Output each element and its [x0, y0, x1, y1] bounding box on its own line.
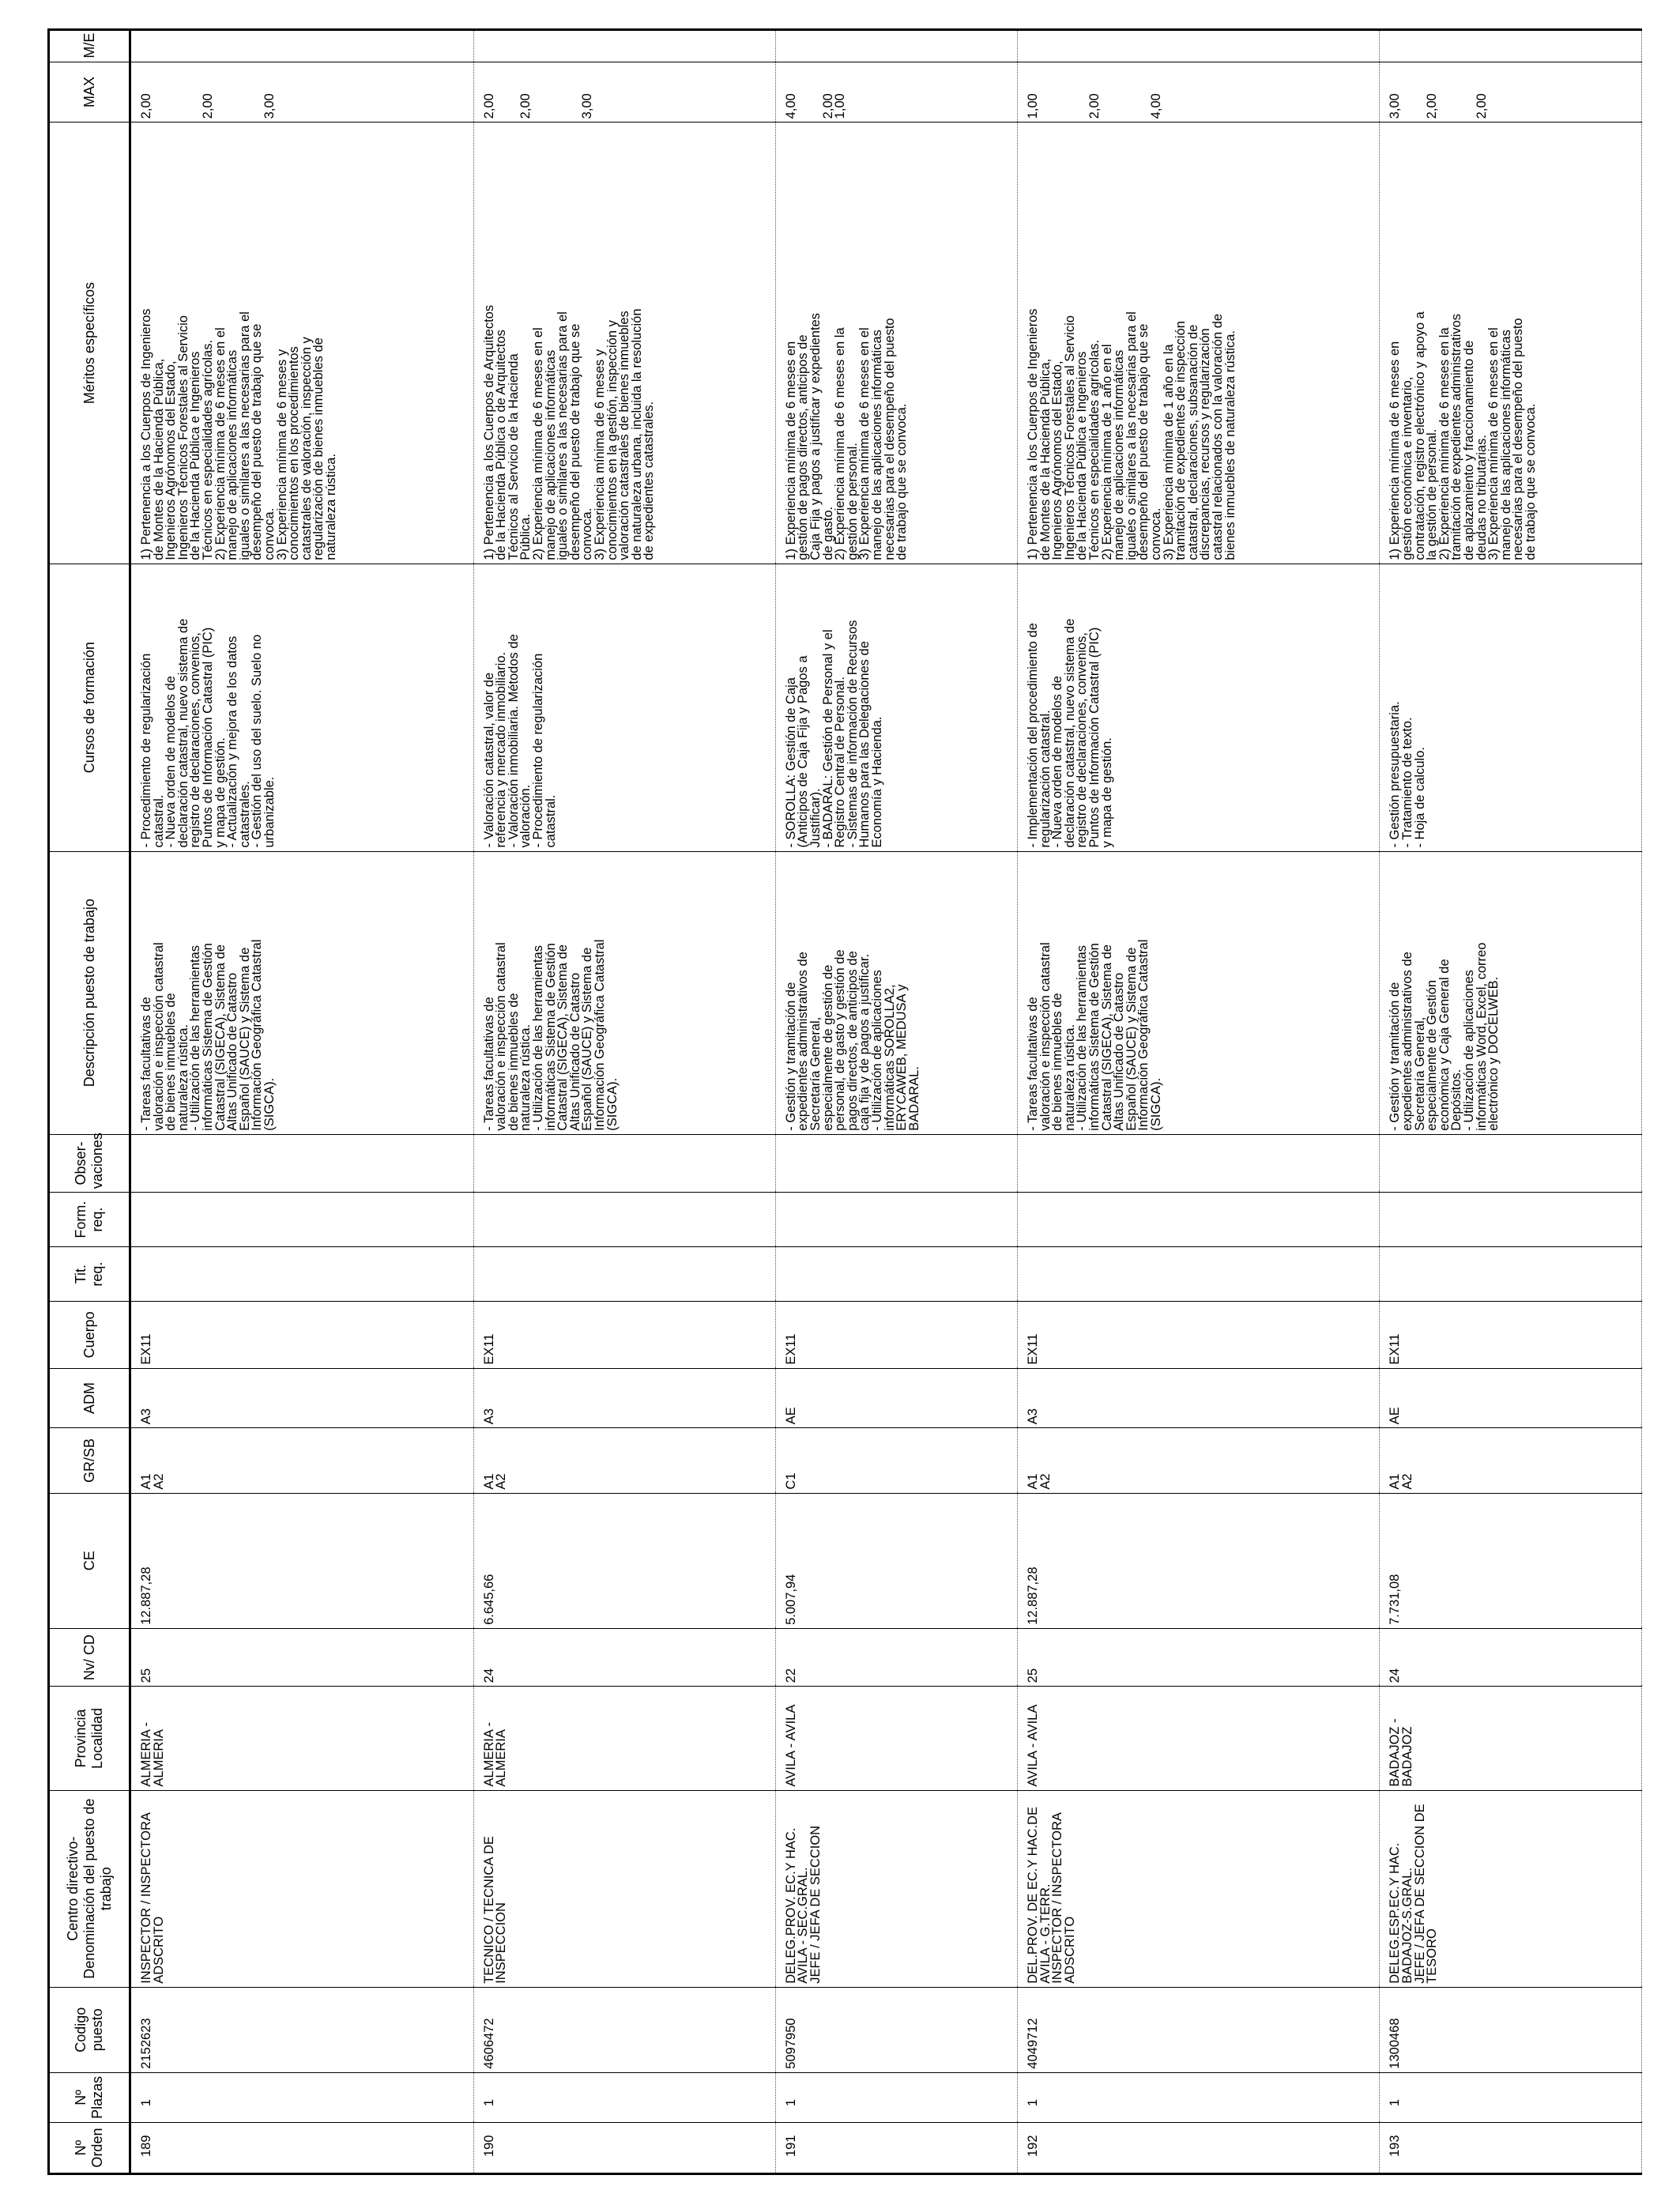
header-codigo: Codigo puesto: [50, 1987, 130, 2072]
cell-provincia: ALMERIA - ALMERIA: [130, 1687, 474, 1790]
table-row: [473, 31, 775, 2173]
cell-descripcion: - Tareas facultativas de valoración e inspección catastral de bienes inmuebles de naturaleza rústica. - Utilización de las herramientas informáticas Sistema de Gestión Catastral (SIGECA), Sistema de Altas Unificado de Catastro Español (SAUCE) y Sistema de Información Geográfica Catastral (SIGCA).: [130, 851, 474, 1134]
cell-cursos: - Procedimiento de regularización catastral. - Nueva orden de modelos de declaración catastral, nuevo sistema de registro de declaraciones, convenios, Puntos de Información Catastral (PIC) y mapa de gestión. - Actualización y mejora de los datos catastrales. - Gestión del uso del suelo. Suelo no urbanizable.: [130, 564, 474, 851]
cell-formacion: [1018, 1193, 1380, 1247]
cell-descripcion: - Gestión y tramitación de expedientes administrativos de Secretaría General, especialmente de gestión de personal, de gasto y gestión de pagos directos, de anticipos de caja fija y de pagos a justificar. - Utilización de aplicaciones informáticas SOROLLA2, ERYCAWEB, MEDUSA y BADARAL.: [775, 851, 1017, 1134]
cell-meritos: 1) Pertenencia a los Cuerpos de Ingenieros de Montes de la Hacienda Pública, Ingenieros Agrónomos del Estado, Ingenieros Técnicos Forestales al Servicio de la Hacienda Pública e Ingenieros Técnicos en especialidades agrícolas. 2) Experiencia mínima de 1 año en el manejo de aplicaciones informáticas iguales o similares a las necesarias para el desempeño del puesto de trabajo que se convoca. 3) Experiencia mínima de 1 año en la tramitación de expedientes de inspección catastral, declaraciones, subsanación de discrepancias, recursos y regularización catastral relacionados con la valoración de bienes inmuebles de naturaleza rústica.: [1018, 123, 1380, 564]
header-titulacion: Tit. req.: [50, 1247, 130, 1302]
header-me: M/E: [50, 31, 130, 62]
cell-formacion: [473, 1193, 775, 1247]
cell-codigo: 1300468: [1380, 1987, 1642, 2072]
cell-cursos: - Gestión presupuestaria. - Tratamiento de texto. - Hoja de calculo.: [1380, 564, 1642, 851]
cell-plazas: 1: [1380, 2072, 1642, 2122]
header-row: [50, 31, 130, 2173]
cell-cursos: - SOROLLA: Gestión de Caja (Anticipos de Caja Fija y Pagos a Justificar). - BADARAL: Gestión de Personal y el Registro Central de Personal. - Sistemas de información de Recursos Humanos para las Delegaciones de Economía y Hacienda.: [775, 564, 1017, 851]
cell-formacion: [130, 1193, 474, 1247]
cell-centro: INSPECTOR / INSPECTORA ADSCRITO: [130, 1790, 474, 1987]
cell-me: [1380, 31, 1642, 62]
cell-me: [473, 31, 775, 62]
header-ce: CE: [50, 1493, 130, 1628]
cell-nivel: 25: [1018, 1628, 1380, 1686]
cell-cuerpo: EX11: [473, 1302, 775, 1369]
cell-nivel: 25: [130, 1628, 474, 1686]
header-descripcion: Descripción puesto de trabajo: [50, 851, 130, 1134]
cell-cuerpo: EX11: [1018, 1302, 1380, 1369]
cell-titulacion: [1380, 1247, 1642, 1302]
cell-formacion: [775, 1193, 1017, 1247]
cell-orden: 189: [130, 2123, 474, 2173]
cell-cuerpo: EX11: [775, 1302, 1017, 1369]
cell-cuerpo: EX11: [1380, 1302, 1642, 1369]
header-observaciones: Obser- vaciones: [50, 1134, 130, 1192]
cell-max: 1,00 2,00 4,00: [1018, 62, 1380, 123]
cell-grupo: A1 A2: [1018, 1428, 1380, 1493]
cell-titulacion: [775, 1247, 1017, 1302]
header-grupo: GR/SB: [50, 1428, 130, 1493]
cell-centro: DEL.PROV. DE EC.Y HAC.DE AVILA - G.TERR. INSPECTOR / INSPECTORA ADSCRITO: [1018, 1790, 1380, 1987]
cell-ce: 5.007,94: [775, 1493, 1017, 1628]
cell-descripcion: - Tareas facultativas de valoración e inspección catastral de bienes inmuebles de naturaleza rústica. - Utilización de las herramientas informáticas Sistema de Gestión Catastral (SIGECA), Sistema de Altas Unificado de Catastro Español (SAUCE) y Sistema de Información Geográfica Catastral (SIGCA).: [1018, 851, 1380, 1134]
cell-nivel: 22: [775, 1628, 1017, 1686]
header-meritos: Méritos específicos: [50, 123, 130, 564]
cell-me: [1018, 31, 1380, 62]
cell-meritos: 1) Pertenencia a los Cuerpos de Ingenieros de Montes de la Hacienda Pública, Ingenieros Agrónomos del Estado, Ingenieros Técnicos Forestales al Servicio de la Hacienda Pública e Ingenieros Técnicos en especialidades agrícolas. 2) Experiencia mínima de 6 meses en el manejo de aplicaciones informáticas iguales o similares a las necesarias para el desempeño del puesto de trabajo que se convoca. 3) Experiencia mínima de 6 meses y conocimientos en los procedimientos catastrales de valoración, inspección y regularización de bienes inmuebles de naturaleza rústica.: [130, 123, 474, 564]
header-max: MAX: [50, 62, 130, 123]
cell-centro: DELEG.ESP.EC.Y HAC. BADAJOZ-S.GRAL. JEFE / JEFA DE SECCION DE TESORO: [1380, 1790, 1642, 1987]
table-frame: [47, 28, 1642, 2175]
cell-formacion: [1380, 1193, 1642, 1247]
cell-plazas: 1: [130, 2072, 474, 2122]
cell-codigo: 4049712: [1018, 1987, 1380, 2072]
cell-max: 2,00 2,00 3,00: [130, 62, 474, 123]
table-row: [1018, 31, 1380, 2173]
cell-adm: AE: [1380, 1368, 1642, 1428]
cell-plazas: 1: [473, 2072, 775, 2122]
cell-provincia: ALMERIA - ALMERIA: [473, 1687, 775, 1790]
cell-codigo: 2152623: [130, 1987, 474, 2072]
cell-nivel: 24: [1380, 1628, 1642, 1686]
header-adm: ADM: [50, 1368, 130, 1428]
cell-ce: 12.887,28: [1018, 1493, 1380, 1628]
cell-titulacion: [473, 1247, 775, 1302]
header-cuerpo: Cuerpo: [50, 1302, 130, 1369]
cell-codigo: 5097950: [775, 1987, 1017, 2072]
cell-meritos: 1) Experiencia mínima de 6 meses en gestión económica e inventario, contratación, registro electrónico y apoyo a la gestión de personal. 2) Experiencia mínima de 6 meses en la tramitación de expedientes administrativos de aplazamiento y fraccionamiento de deudas no tributarias. 3) Experiencia mínima de 6 meses en el manejo de las aplicaciones informáticas necesarias para el desempeño del puesto de trabajo que se convoca.: [1380, 123, 1642, 564]
cell-cursos: - Implementación del procedimiento de regularización catastral. - Nueva orden de modelos de declaración catastral, nuevo sistema de registro de declaraciones, convenios, Puntos de Información Catastral (PIC) y mapa de gestión.: [1018, 564, 1380, 851]
cell-max: 3,00 2,00 2,00: [1380, 62, 1642, 123]
cell-titulacion: [130, 1247, 474, 1302]
cell-plazas: 1: [775, 2072, 1017, 2122]
cell-ce: 6.645,66: [473, 1493, 775, 1628]
cell-descripcion: - Tareas facultativas de valoración e inspección catastral de bienes inmuebles de naturaleza rústica. - Utilización de las herramientas informáticas Sistema de Gestión Catastral (SIGECA), Sistema de Altas Unificado de Catastro Español (SAUCE) y Sistema de Información Geográfica Catastral (SIGCA).: [473, 851, 775, 1134]
cell-grupo: A1 A2: [1380, 1428, 1642, 1493]
cell-orden: 190: [473, 2123, 775, 2173]
cell-adm: A3: [1018, 1368, 1380, 1428]
header-cursos: Cursos de formación: [50, 564, 130, 851]
cell-centro: DELEG.PROV. EC.Y HAC. AVILA - SEC.GRAL. JEFE / JEFA DE SECCION: [775, 1790, 1017, 1987]
cell-grupo: C1: [775, 1428, 1017, 1493]
cell-max: 2,00 2,00 3,00: [473, 62, 775, 123]
cell-cuerpo: EX11: [130, 1302, 474, 1369]
header-formacion: Form. req.: [50, 1193, 130, 1247]
cell-provincia: AVILA - AVILA: [1018, 1687, 1380, 1790]
cell-descripcion: - Gestión y tramitación de expedientes administrativos de Secretaría General, especialmente de Gestión económica y Caja General de Depósitos. - Utilización de aplicaciones informáticas Word, Excel, correo electrónico y DOCELWEB.: [1380, 851, 1642, 1134]
cell-nivel: 24: [473, 1628, 775, 1686]
cell-observaciones: [130, 1134, 474, 1192]
cell-adm: A3: [130, 1368, 474, 1428]
cell-provincia: BADAJOZ - BADAJOZ: [1380, 1687, 1642, 1790]
cell-provincia: AVILA - AVILA: [775, 1687, 1017, 1790]
cell-observaciones: [775, 1134, 1017, 1192]
table-row: [130, 31, 474, 2173]
cell-adm: AE: [775, 1368, 1017, 1428]
cell-plazas: 1: [1018, 2072, 1380, 2122]
cell-codigo: 4606472: [473, 1987, 775, 2072]
cell-grupo: A1 A2: [130, 1428, 474, 1493]
cell-max: 4,00 2,00 1,00: [775, 62, 1017, 123]
header-centro: Centro directivo- Denominación del puesto de trabajo: [50, 1790, 130, 1987]
cell-me: [775, 31, 1017, 62]
header-provincia: Provincia Localidad: [50, 1687, 130, 1790]
cell-observaciones: [1018, 1134, 1380, 1192]
cell-cursos: - Valoración catastral, valor de referencia y mercado inmobiliario. - Valoración inmobiliaria. Métodos de valoración. - Procedimiento de regularización catastral.: [473, 564, 775, 851]
cell-grupo: A1 A2: [473, 1428, 775, 1493]
cell-orden: 192: [1018, 2123, 1380, 2173]
table-row: [775, 31, 1017, 2173]
cell-orden: 191: [775, 2123, 1017, 2173]
cell-ce: 12.887,28: [130, 1493, 474, 1628]
cell-centro: TECNICO / TECNICA DE INSPECCION: [473, 1790, 775, 1987]
cell-orden: 193: [1380, 2123, 1642, 2173]
cell-adm: A3: [473, 1368, 775, 1428]
cell-me: [130, 31, 474, 62]
header-orden: Nº Orden: [50, 2123, 130, 2173]
table-row: [1380, 31, 1642, 2173]
cell-observaciones: [1380, 1134, 1642, 1192]
cell-meritos: 1) Experiencia mínima de 6 meses en gestión de pagos directos, anticipos de Caja Fija y pagos a justificar y expedientes de gasto. 2) Experiencia mínima de 6 meses en la gestión de personal. 3) Experiencia mínima de 6 meses en el manejo de las aplicaciones informáticas necesarias para el desempeño del puesto de trabajo que se convoca.: [775, 123, 1017, 564]
header-plazas: Nº Plazas: [50, 2072, 130, 2122]
cell-ce: 7.731,08: [1380, 1493, 1642, 1628]
cell-titulacion: [1018, 1247, 1380, 1302]
cell-observaciones: [473, 1134, 775, 1192]
cell-meritos: 1) Pertenencia a los Cuerpos de Arquitectos de la Hacienda Pública o de Arquitectos Técnicos al Servicio de la Hacienda Pública. 2) Experiencia mínima de 6 meses en el manejo de aplicaciones informáticas iguales o similares a las necesarias para el desempeño del puesto de trabajo que se convoca. 3) Experiencia mínima de 6 meses y conocimientos en la gestión, inspección y valoración catastrales de bienes inmuebles de naturaleza urbana, incluida la resolución de expedientes catastrales.: [473, 123, 775, 564]
positions-table: [50, 31, 1642, 2173]
header-nivel: Nv/ CD: [50, 1628, 130, 1686]
